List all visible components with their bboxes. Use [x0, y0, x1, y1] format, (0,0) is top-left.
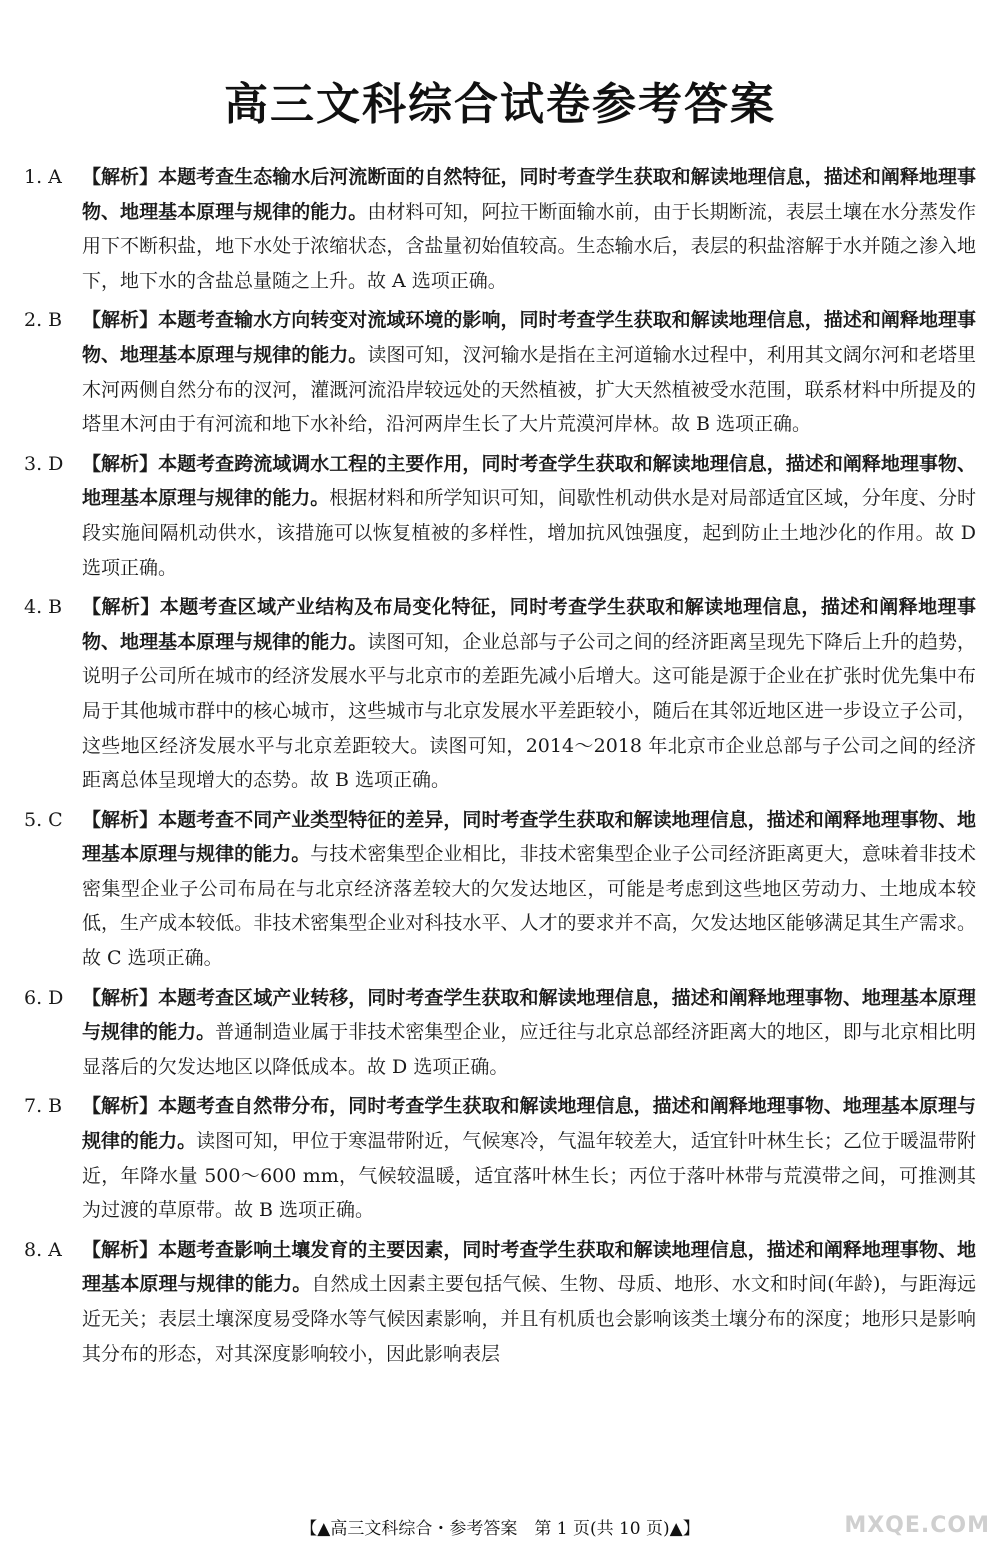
analysis-tag: 【解析】: [82, 596, 160, 619]
explanation-lead: 本题考查输水方向转变对流域环境的影响，同时考查学生获取和解读地理信息，描述和阐释地理事物、地理基本原理与规律的能力。: [82, 309, 976, 366]
explanation-lead: 本题考查跨流域调水工程的主要作用，同时考查学生获取和解读地理信息，描述和阐释地理事物、地理基本原理与规律的能力。: [82, 452, 976, 510]
answer-explanation: [52, 1233, 976, 1371]
question-number: 5. C: [24, 808, 63, 831]
explanation-text: 读图可知，企业总部与子公司之间的经济距离呈现先下降后上升的趋势，说明子公司所在城市的经济发展水平与北京市的差距先减小后增大。这可能是源于企业在扩张时优先集中布局于其他城市群中的核心城市，这些城市与北京发展水平差距较小，随后在其邻近地区进一步设立子公司，这些地区经济发展水平与北京差距较大。读图可知，2014～2018 年北京市企业总部与子公司之间的经济距离总体呈现增大的态势。故 B 选项正确。: [82, 630, 976, 792]
answer-explanation: [52, 160, 976, 298]
answer-item-8: [24, 1233, 976, 1371]
question-number: 3. D: [24, 452, 64, 475]
answer-item-2: [24, 303, 976, 441]
analysis-tag: 【解析】: [82, 1238, 159, 1261]
explanation-text: 读图可知，甲位于寒温带附近，气候寒冷，气温年较差大，适宜针叶林生长；乙位于暖温带附近，年降水量 500～600 mm，气候较温暖，适宜落叶林生长；丙位于落叶林带与荒漠带之间，可推测其为过渡的草原带。故 B 选项正确。: [82, 1130, 976, 1222]
answer-explanation: [52, 1089, 976, 1227]
question-number: 2. B: [24, 309, 63, 332]
explanation-lead: 本题考查不同产业类型特征的差异，同时考查学生获取和解读地理信息，描述和阐释地理事物、地理基本原理与规律的能力。: [82, 808, 976, 866]
answer-item-6: [24, 981, 976, 1085]
explanation-text: 自然成土因素主要包括气候、生物、母质、地形、水文和时间(年龄)，与距海远近无关；表层土壤深度易受降水等气候因素影响，并且有机质也会影响该类土壤分布的深度；地形只是影响其分布的形态，对其深度影响较小，因此影响表层: [82, 1273, 976, 1365]
explanation-text: 普通制造业属于非技术密集型企业，应迁往与北京总部经济距离大的地区，即与北京相比明显落后的欠发达地区以降低成本。故 D 选项正确。: [82, 1021, 976, 1078]
answer-explanation: [52, 303, 976, 441]
explanation-text: 读图可知，汊河输水是指在主河道输水过程中，利用其文阔尔河和老塔里木河两侧自然分布的汊河，灌溉河流沿岸较远处的天然植被，扩大天然植被受水范围，联系材料中所提及的塔里木河由于有河流和地下水补给，沿河两岸生长了大片荒漠河岸林。故 B 选项正确。: [82, 343, 976, 436]
explanation-lead: 本题考查自然带分布，同时考查学生获取和解读地理信息，描述和阐释地理事物、地理基本原理与规律的能力。: [82, 1095, 976, 1153]
answer-explanation: [52, 590, 976, 798]
answer-item-7: [24, 1089, 976, 1227]
answer-item-3: [24, 447, 976, 585]
answer-item-5: [24, 803, 976, 976]
answer-item-4: [24, 590, 976, 798]
explanation-lead: 本题考查影响土壤发育的主要因素，同时考查学生获取和解读地理信息，描述和阐释地理事物、地理基本原理与规律的能力。: [82, 1238, 976, 1296]
explanation-text: 与技术密集型企业相比，非技术密集型企业子公司经济距离更大，意味着非技术密集型企业子公司布局在与北京经济落差较大的欠发达地区，可能是考虑到这些地区劳动力、土地成本较低，生产成本较低。非技术密集型企业对科技水平、人才的要求并不高，欠发达地区能够满足其生产需求。故 C 选项正确。: [82, 843, 976, 970]
page-footer: 【▲高三文科综合・参考答案 第 1 页(共 10 页)▲】: [300, 1519, 700, 1539]
answer-list: [24, 160, 976, 1376]
question-number: 8. A: [24, 1238, 62, 1261]
answer-explanation: [52, 447, 976, 585]
explanation-lead: 本题考查区域产业结构及布局变化特征，同时考查学生获取和解读地理信息，描述和阐释地理事物、地理基本原理与规律的能力。: [82, 596, 976, 653]
analysis-tag: 【解析】: [82, 452, 159, 475]
question-number: 6. D: [24, 986, 64, 1009]
question-number: 1. A: [24, 166, 62, 188]
explanation-text: 由材料可知，阿拉干断面输水前，由于长期断流，表层土壤在水分蒸发作用下不断积盐，地下水处于浓缩状态，含盐量初始值较高。生态输水后，表层的积盐溶解于水并随之渗入地下，地下水的含盐总量随之上升。故 A 选项正确。: [82, 200, 976, 292]
explanation-text: 根据材料和所学知识可知，间歇性机动供水是对局部适宜区域，分年度、分时段实施间隔机动供水，该措施可以恢复植被的多样性，增加抗风蚀强度，起到防止土地沙化的作用。故 D 选项正确。: [82, 487, 976, 579]
explanation-lead: 本题考查生态输水后河流断面的自然特征，同时考查学生获取和解读地理信息，描述和阐释地理事物、地理基本原理与规律的能力。: [82, 166, 976, 223]
page-title: 高三文科综合试卷参考答案: [224, 79, 776, 130]
analysis-tag: 【解析】: [82, 1095, 159, 1118]
analysis-tag: 【解析】: [82, 166, 159, 188]
explanation-lead: 本题考查区域产业转移，同时考查学生获取和解读地理信息，描述和阐释地理事物、地理基本原理与规律的能力。: [82, 986, 976, 1044]
answer-item-1: [24, 160, 976, 298]
answer-explanation: [52, 803, 976, 976]
analysis-tag: 【解析】: [82, 309, 159, 332]
site-watermark: MXQE.COM: [844, 1513, 990, 1538]
answer-explanation: [52, 981, 976, 1085]
analysis-tag: 【解析】: [82, 808, 159, 831]
question-number: 4. B: [24, 596, 63, 619]
analysis-tag: 【解析】: [82, 986, 159, 1009]
question-number: 7. B: [24, 1095, 63, 1118]
